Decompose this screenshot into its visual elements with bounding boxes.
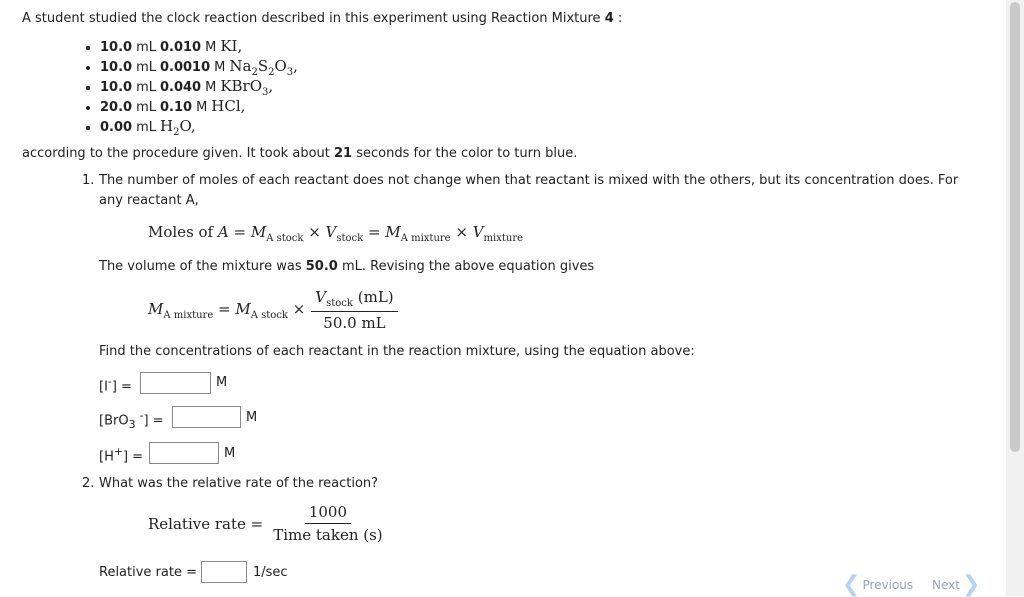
reagent-concentration: 0.040 bbox=[159, 80, 202, 95]
hydrogen-unit: M bbox=[224, 446, 236, 461]
hydrogen-label: [H+] = bbox=[99, 445, 144, 465]
intro-text bbox=[22, 11, 622, 26]
bromate-label: [BrO$_3$ -] = bbox=[99, 409, 164, 431]
reagent-concentration: 0.010 bbox=[159, 40, 202, 55]
reagent-volume-unit: mL bbox=[136, 80, 156, 95]
mixture-number: 4 bbox=[604, 11, 614, 26]
next-button[interactable] bbox=[932, 572, 981, 597]
reagent-concentration-unit: M bbox=[205, 40, 217, 55]
reagent-formula: KBrO$_3$, bbox=[220, 77, 274, 98]
relative-rate-unit: 1/sec bbox=[253, 565, 288, 580]
q2-number: 2. bbox=[82, 476, 95, 491]
moles-equation: Moles of $A = M_{A stock} \times V_{stock} = M_{A mixture} \times V_{mixture}$ bbox=[148, 223, 524, 244]
q1-text-line1: The number of moles of each reactant does not change when that reactant is mixed with the others, but its concentration does. For bbox=[99, 173, 959, 188]
dilution-numerator: $V_{stock}$ (mL) bbox=[311, 288, 397, 312]
bromate-unit: M bbox=[246, 410, 258, 425]
rate-numerator: 1000 bbox=[305, 503, 351, 524]
reagent-volume: 10.0 bbox=[100, 40, 133, 55]
rate-fraction bbox=[269, 503, 386, 544]
reagent-item bbox=[100, 76, 298, 96]
time-seconds: 21 bbox=[334, 146, 353, 161]
scrollbar-track[interactable] bbox=[1006, 0, 1024, 596]
intro-pre: A student studied the clock reaction described in this experiment using Reaction Mixture bbox=[22, 11, 601, 26]
reagent-concentration-unit: M bbox=[214, 60, 226, 75]
reagent-volume: 10.0 bbox=[100, 60, 133, 75]
reagent-item bbox=[100, 56, 298, 76]
volume-post: mL. Revising the above equation gives bbox=[341, 259, 595, 274]
rate-denominator: Time taken (s) bbox=[273, 526, 383, 544]
reagent-concentration-unit: M bbox=[196, 100, 208, 115]
reagent-volume-unit: mL bbox=[136, 60, 156, 75]
chevron-right-icon: ❯ bbox=[961, 572, 981, 597]
chevron-left-icon: ❮ bbox=[842, 572, 861, 597]
iodide-label: [I-] = bbox=[99, 375, 132, 395]
find-text: Find the concentrations of each reactant in the reaction mixture, using the equation above: bbox=[99, 344, 695, 359]
q1-number: 1. bbox=[82, 173, 95, 188]
rate-lhs: Relative rate = bbox=[148, 514, 264, 533]
relative-rate-label: Relative rate = bbox=[99, 565, 197, 580]
reagent-volume-unit: mL bbox=[136, 100, 156, 115]
q1-text-line2: any reactant A, bbox=[99, 193, 199, 208]
dilution-lhs: $M_{A mixture} = M_{A stock}$ × bbox=[148, 299, 306, 321]
reagent-item bbox=[100, 116, 298, 136]
intro-post: : bbox=[617, 11, 623, 26]
procedure-post: seconds for the color to turn blue. bbox=[356, 146, 578, 161]
volume-pre: The volume of the mixture was bbox=[99, 259, 302, 274]
reagent-formula: KI, bbox=[220, 37, 243, 55]
iodide-unit: M bbox=[216, 375, 228, 390]
reagent-item bbox=[100, 36, 298, 56]
scrollbar-thumb[interactable] bbox=[1010, 2, 1020, 452]
reagent-volume: 20.0 bbox=[100, 100, 133, 115]
reagent-volume-unit: mL bbox=[136, 40, 156, 55]
procedure-text bbox=[22, 146, 577, 161]
reagent-list bbox=[82, 36, 298, 136]
relative-rate-input[interactable] bbox=[201, 561, 247, 583]
reagent-volume: 0.00 bbox=[100, 120, 133, 135]
dilution-fraction bbox=[311, 288, 397, 332]
reagent-volume: 10.0 bbox=[100, 80, 133, 95]
previous-button[interactable] bbox=[842, 572, 914, 597]
bromate-input[interactable] bbox=[172, 406, 241, 428]
reagent-formula: $H_2O$, bbox=[159, 117, 196, 138]
hydrogen-input[interactable] bbox=[149, 442, 219, 464]
reagent-item bbox=[100, 96, 298, 116]
next-label: Next bbox=[932, 578, 960, 592]
volume-value: 50.0 bbox=[305, 259, 338, 274]
reagent-formula: HCl, bbox=[211, 97, 246, 115]
dilution-denominator: 50.0 mL bbox=[323, 314, 386, 332]
q2-text: What was the relative rate of the reaction? bbox=[99, 476, 379, 491]
previous-label: Previous bbox=[862, 578, 914, 592]
procedure-pre: according to the procedure given. It took about bbox=[22, 146, 330, 161]
iodide-input[interactable] bbox=[140, 372, 211, 394]
reagent-volume-unit: mL bbox=[136, 120, 156, 135]
reagent-concentration-unit: M bbox=[205, 80, 217, 95]
dilution-equation bbox=[148, 288, 398, 332]
rate-equation bbox=[148, 503, 387, 544]
reagent-concentration: 0.10 bbox=[159, 100, 193, 115]
reagent-concentration: 0.0010 bbox=[159, 60, 211, 75]
volume-text bbox=[99, 259, 594, 274]
reagent-formula: $Na_2S_2O_3$, bbox=[229, 57, 298, 78]
